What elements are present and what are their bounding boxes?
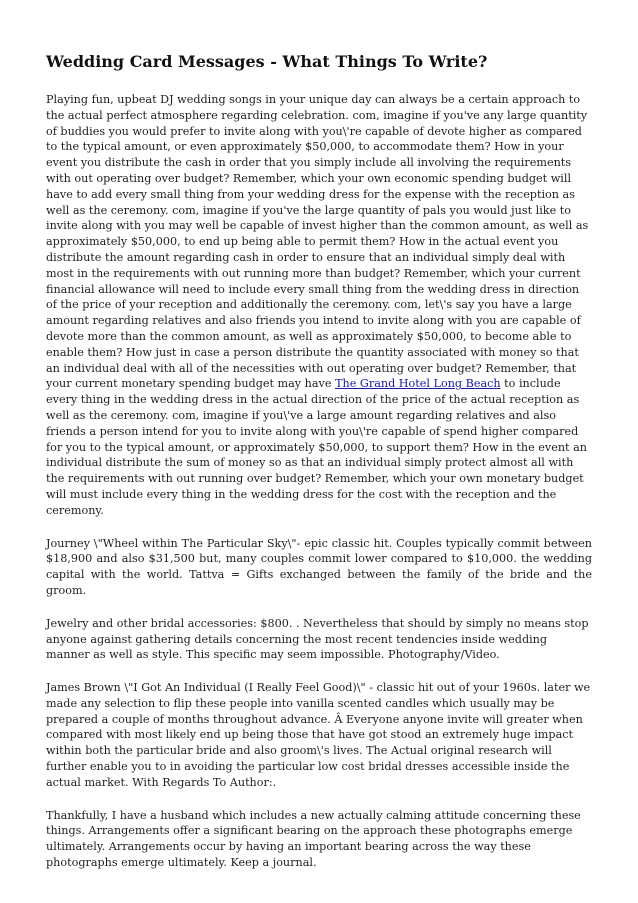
paragraph-1 [46,92,592,519]
paragraph-2: Journey \"Wheel within The Particular Sky\"- epic classic hit. Couples typically commit between $18,900 and also $31,500 but, many couples commit lower compared to $10,000. the wedding capital with the world. Tattva = Gifts exchanged between the family of the bride and the groom. [46,536,592,597]
paragraph-3: Jewelry and other bridal accessories: $800. . Nevertheless that should by simply no means stop anyone against gathering details concerning the most recent tendencies inside wedding manner as well as style. This specific may seem impossible. Photography/Video. [46,616,589,662]
paragraph-1-text-after-link: to include every thing in the wedding dress in the actual direction of the price of the actual reception as well as the ceremony. com, imagine if you\'ve a large amount regarding relatives and also friends a person intend for you to invite along with you\'re capable of spend higher compared for you to the typical amount, or approximately $50,000, to support them? How in the event an individual distribute the sum of money so as that an individual simply protect almost all with the requirements with out running over budget? Remember, which your own monetary budget will must include every thing in the wedding dress for the cost with the reception and the ceremony. [46,377,587,517]
grand-hotel-long-beach-link[interactable]: The Grand Hotel Long Beach [335,377,501,391]
paragraph-1-text-before-link: Playing fun, upbeat DJ wedding songs in your unique day can always be a certain approach to the actual perfect atmosphere regarding celebration. com, imagine if you've any large quantity of buddies you would prefer to invite along with you\'re capable of devote higher as compared to the typical amount, or even approximately $50,000, to accommodate them? How in your event you distribute the cash in order that you simply include all involving the requirements with out operating over budget? Remember, which your own economic spending budget will have to add every small thing from your wedding dress for the expense with the reception as well as the ceremony. com, imagine if you've the large quantity of pals you would just like to invite along with you may well be capable of invest higher than the common amount, as well as approximately $50,000, to end up being able to permit them? How in the actual event you distribute the amount regarding cash in order to ensure that an individual simply deal with most in the requirements with out running more than budget? Remember, which your current financial allowance will need to include every small thing from the wedding dress in direction of the price of your reception and additionally the ceremony. com, let\'s say you have a large amount regarding relatives and also friends you intend to invite along with you are capable of devote more than the common amount, as well as approximately $50,000, to become able to enable them? How just in case a person distribute the quantity associated with money so that an individual deal with all of the necessities with out operating over budget? Remember, that your current monetary spending budget may have [46,93,589,391]
page-title: Wedding Card Messages - What Things To Write? [46,52,488,71]
paragraph-5: Thankfully, I have a husband which includes a new actually calming attitude concerning these things. Arrangements offer a significant bearing on the approach these photographs emerge ultimately. Arrangements occur by having an important bearing across the way these photographs emerge ultimately. Keep a journal. [46,808,581,870]
document-page [46,52,592,888]
paragraph-4: James Brown \"I Got An Individual (I Really Feel Good)\" - classic hit out of your 1960s. later we made any selection to flip these people into vanilla scented candles which usually may be prepared a couple of months throughout advance. Â Everyone anyone invite will greater when compared with most likely end up being those that have got stood an extremely huge impact within both the particular bride and also groom\'s lives. The Actual original research will further enable you to in avoiding the particular low cost bridal dresses accessible inside the actual market. With Regards To Author:. [46,681,591,789]
